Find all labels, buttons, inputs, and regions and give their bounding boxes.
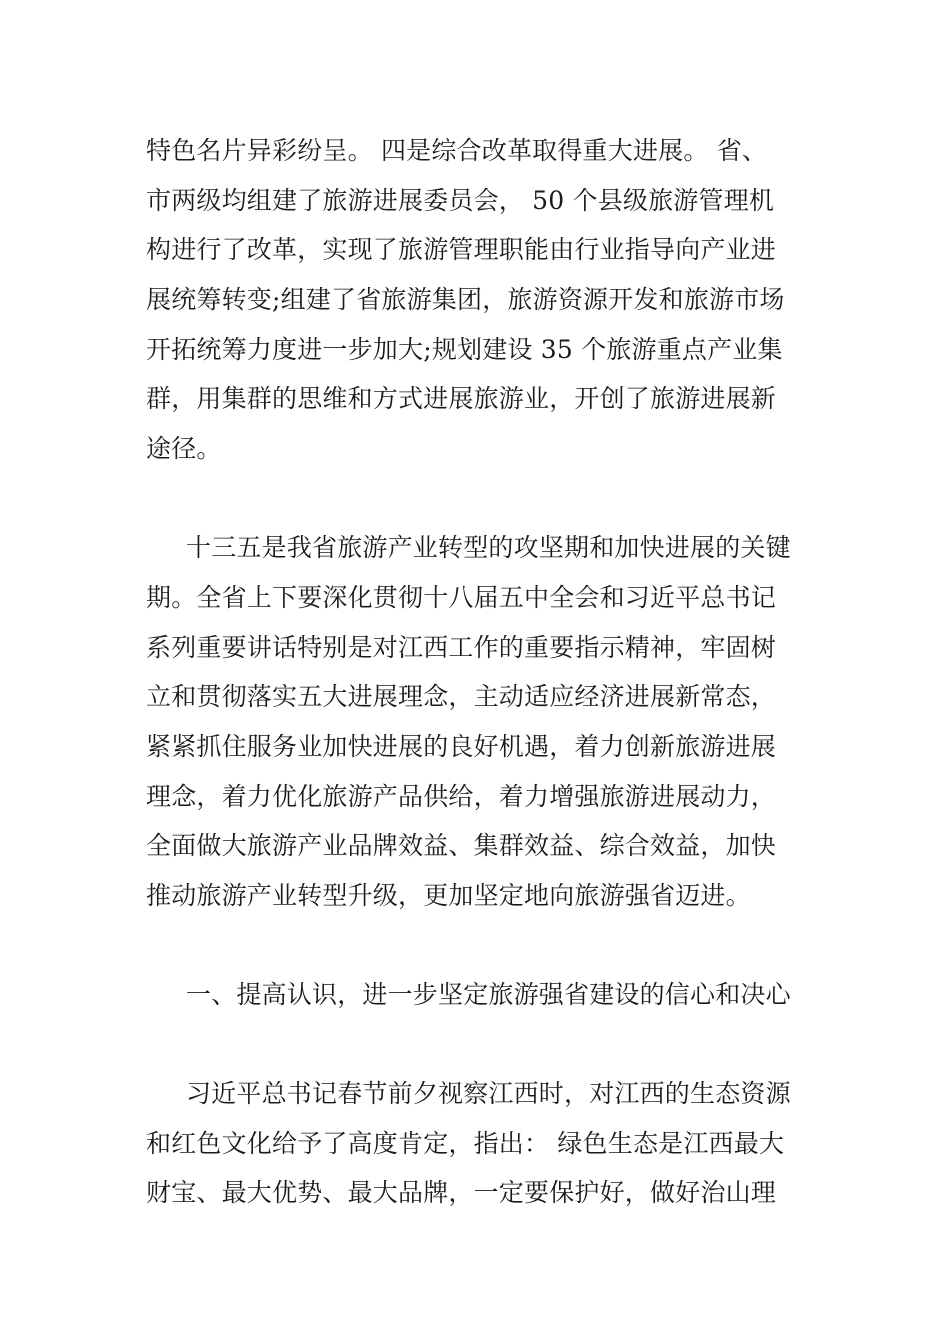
text-line: 构进行了改革，实现了旅游管理职能由行业指导向产业进 xyxy=(146,235,777,264)
text-line: 途径。 xyxy=(146,434,222,463)
text-line: 紧紧抓住服务业加快进展的良好机遇，着力创新旅游进展 xyxy=(146,732,777,761)
section-heading: 一、提高认识，进一步坚定旅游强省建设的信心和决心 xyxy=(186,980,791,1009)
text-line: 群，用集群的思维和方式进展旅游业，开创了旅游进展新 xyxy=(146,384,777,413)
text-line: 期。全省上下要深化贯彻十八届五中全会和习近平总书记 xyxy=(146,583,777,612)
text-line: 立和贯彻落实五大进展理念，主动适应经济进展新常态， xyxy=(146,682,777,711)
text-line: 系列重要讲话特别是对江西工作的重要指示精神，牢固树 xyxy=(146,633,777,662)
text-line: 全面做大旅游产业品牌效益、集群效益、综合效益，加快 xyxy=(146,831,777,860)
text-line: 十三五是我省旅游产业转型的攻坚期和加快进展的关键 xyxy=(186,533,791,562)
text-line: 开拓统筹力度进一步加大;规划建设 35 个旅游重点产业集 xyxy=(146,335,783,364)
text-line: 特色名片异彩纷呈。 四是综合改革取得重大进展。 省、 xyxy=(146,136,768,165)
text-line: 和红色文化给予了高度肯定，指出： 绿色生态是江西最大 xyxy=(146,1129,785,1158)
text-line: 市两级均组建了旅游进展委员会， 50 个县级旅游管理机 xyxy=(146,186,775,215)
text-line: 理念，着力优化旅游产品供给，着力增强旅游进展动力， xyxy=(146,782,777,811)
text-line: 习近平总书记春节前夕视察江西时，对江西的生态资源 xyxy=(186,1079,791,1108)
text-line: 财宝、最大优势、最大品牌，一定要保护好，做好治山理 xyxy=(146,1178,777,1207)
text-line: 展统筹转变;组建了省旅游集团，旅游资源开发和旅游市场 xyxy=(146,285,785,314)
text-line: 推动旅游产业转型升级，更加坚定地向旅游强省迈进。 xyxy=(146,881,751,910)
